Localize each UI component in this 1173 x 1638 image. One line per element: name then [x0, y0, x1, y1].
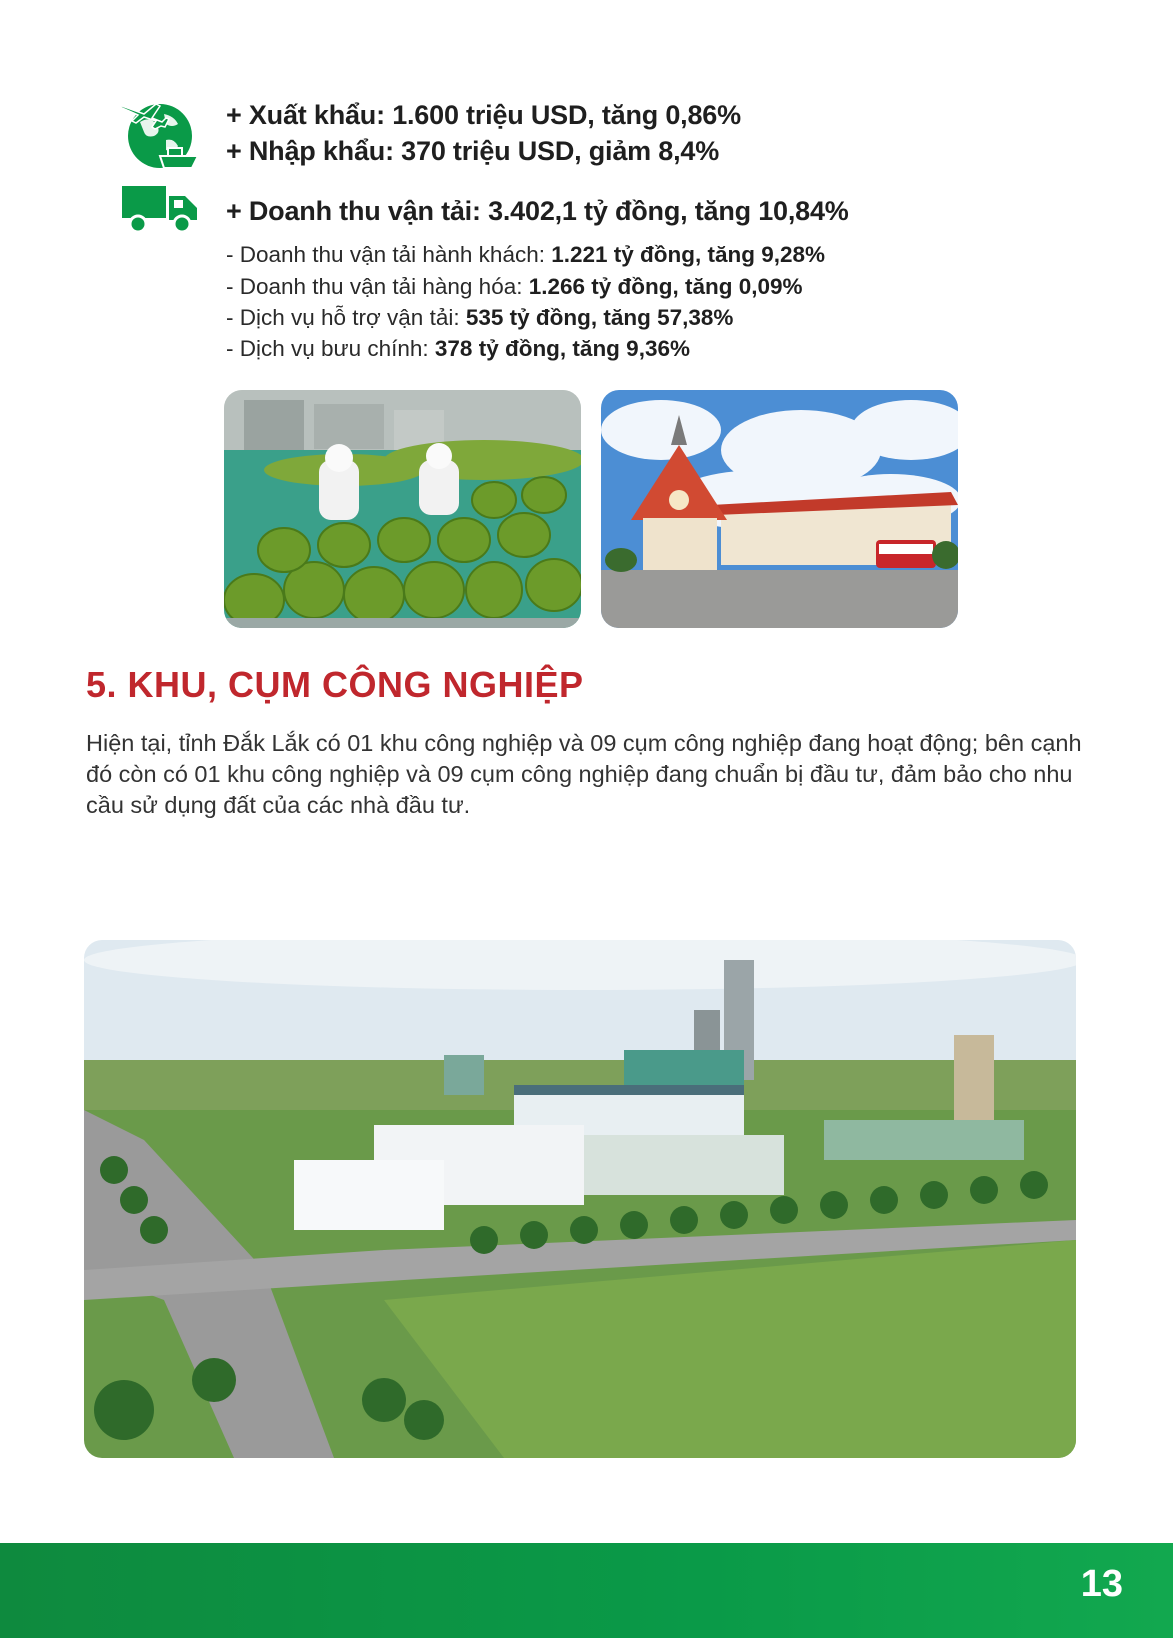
transport-item-label: - Dịch vụ hỗ trợ vận tải: [226, 305, 466, 330]
bus-station-photo [601, 390, 958, 628]
transport-item-value: 535 tỷ đồng, tăng 57,38% [465, 305, 734, 330]
export-line: + Xuất khẩu: 1.600 triệu USD, tăng 0,86% [226, 100, 741, 130]
industrial-park-photo [84, 940, 1076, 1458]
transport-item-label: - Doanh thu vận tải hành khách: [226, 242, 552, 267]
transport-item [226, 305, 733, 331]
durian-photo [224, 390, 581, 628]
transport-item [226, 242, 825, 268]
transport-item-value: 378 tỷ đồng, tăng 9,36% [434, 336, 690, 361]
section-paragraph: Hiện tại, tỉnh Đắk Lắk có 01 khu công nghiệp và 09 cụm công nghiệp đang hoạt động; bên cạnh đó còn có 01 khu công nghiệp và 09 cụm công nghiệp đang chuẩn bị đầu tư, đảm bảo cho nhu cầu sử dụng đất của các nhà đầu tư. [86, 730, 1082, 818]
page-number: 13 [1080, 1563, 1123, 1605]
footer-bar [0, 1543, 1173, 1638]
transport-item-value: 1.266 tỷ đồng, tăng 0,09% [528, 274, 803, 299]
transport-item [226, 336, 690, 362]
transport-item-label: - Doanh thu vận tải hàng hóa: [226, 274, 529, 299]
transport-item [226, 274, 803, 300]
transport-item-label: - Dịch vụ bưu chính: [226, 336, 435, 361]
globe-plane-ship-icon [120, 96, 202, 174]
transport-total-line: + Doanh thu vận tải: 3.402,1 tỷ đồng, tăng 10,84% [226, 196, 849, 226]
truck-icon [122, 184, 198, 234]
transport-item-value: 1.221 tỷ đồng, tăng 9,28% [551, 242, 826, 267]
section-heading: 5. KHU, CỤM CÔNG NGHIỆP [86, 664, 584, 705]
import-line: + Nhập khẩu: 370 triệu USD, giảm 8,4% [226, 136, 720, 166]
